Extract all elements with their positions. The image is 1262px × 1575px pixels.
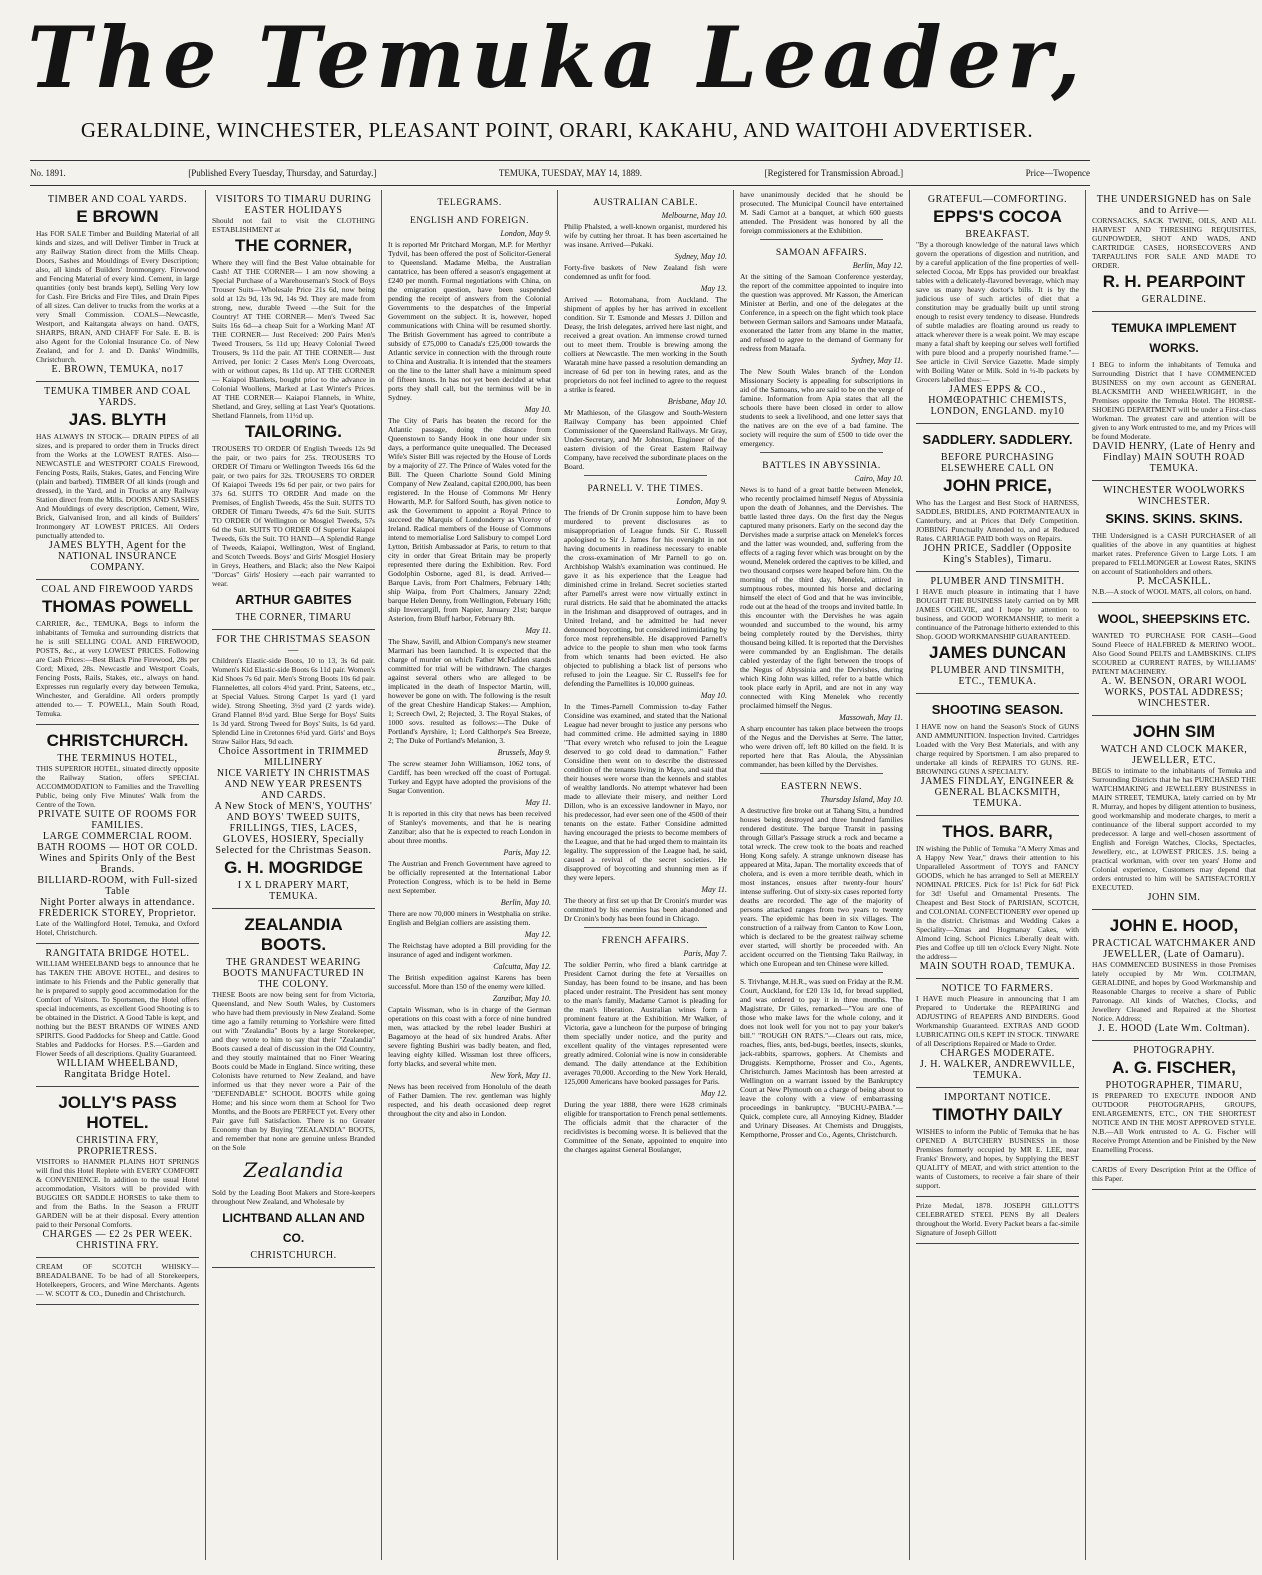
section-divider	[760, 239, 883, 240]
ad-signature-note: I X L DRAPERY MART, TEMUKA.	[237, 880, 350, 902]
news-text: At the sitting of the Samoan Conference yesterday, the report of the committee appointed to inquire into the question was approved. Mr Kasson, the American Minister at Berlin, and one of the delegates at the Conference, in a speech on the fight which took place between German sailors and Samoans under Mataafa, exonerated the latter from any blame in the matter, and refused to agree to the demand of Germany for redress from Mataafa.	[740, 272, 903, 353]
news-dateline: Berlin, May 10.	[500, 898, 551, 907]
news-dateline: May 11.	[701, 885, 727, 894]
news-dateline: Zanzibar, May 10.	[492, 994, 551, 1003]
news-dateline: New York, May 11.	[490, 1071, 551, 1080]
ad-signature-note: Late of the Wallingford Hotel, Temuka, and Oxford Hotel, Christchurch.	[36, 919, 199, 937]
ad-advertiser-name: JOHN PRICE,	[943, 476, 1052, 495]
news-item	[564, 211, 727, 249]
ad-signature: JOHN SIM.	[1147, 892, 1201, 903]
column-4	[558, 190, 734, 1560]
ad-line: Wines and Spirits Only of the Best Brands.	[39, 853, 196, 875]
ad-john-price-saddlery	[916, 424, 1079, 572]
ad-body: HAS COMMENCED BUSINESS in those Premises lately occupied by Mr Wm. COLTMAN, GERALDINE, and hopes by Good Workmanship and Reasonable Charges to receive a share of Public Patronage. All kinds of Watches, Clocks, and Jewellery Cleaned and Repaired at the Shortest Notice. Address;	[1092, 960, 1256, 1023]
ad-advertiser: WOOL, SHEEPSKINS ETC.	[1097, 612, 1250, 626]
column-2	[206, 190, 382, 1560]
ad-body: WILLIAM WHEELBAND begs to announce that he has TAKEN THE ABOVE HOTEL, and desires to intimate to his Friends and the Public generally that he is prepared to supply good accommodation for the Comfort of Visitors. To Sportsmen, the Hotel offers special inducements, as excellent Good Shooting is to be obtained in the District. A Good Table is kept, and nothing but the BEST BRANDS OF WINES AND SPIRITS. Good Paddocks for Sheep and Cattle. Good Stables and Paddocks for Horses. P.S.—Garden and Flower Seeds of all descriptions. Quality Guaranteed.	[36, 959, 199, 1058]
news-dateline: Brussels, May 9.	[497, 748, 551, 757]
news-text: Philip Phalsted, a well-known organist, murdered his wife by cutting her throat. It has been ascertained he was insane. Arrived—Pukaki.	[564, 222, 727, 249]
news-text: During the year 1888, there were 1628 criminals eligible for transportation to French penal settlements. The officials admit that the character of the recidivistes is becoming worse. It is believed that the Committee of the Senate, appointed to enquire into the charges against General Boulanger,	[564, 1100, 727, 1154]
ad-heading: TIMBER AND COAL YARDS.	[47, 194, 188, 205]
news-text: Mr Mathieson, of the Glasgow and South-Western Railway Company has been appointed Chief Commissioner of the Queensland Railways. Mr Gray, Under-Secretary, and Mr Johnston, Engineer of the eastern division of the Great Eastern Railway Company, have received the subordinate places on the Board.	[564, 408, 727, 471]
ad-signature-note: GERALDINE.	[1141, 294, 1207, 305]
ad-shooting-season	[916, 694, 1079, 816]
ad-line: Choice Assortment in TRIMMED MILLINERY	[218, 746, 369, 768]
news-dateline: Massowah, May 11.	[839, 713, 903, 722]
news-item	[564, 949, 727, 1086]
news-text: The New South Wales branch of the London Missionary Society is appealing for subscriptions in aid of the Samoans, who are said to be on the verge of famine. Information from Apia states that all the schools there have been closed in order to allow students to seek a livelihood, and one letter says that the natives are on the eve of a bad famine. The society will require the sum of £500 to tide over the emergency.	[740, 367, 903, 448]
ad-body: Who has the Largest and Best Stock of HARNESS, SADDLES, BRIDLES, AND PORTMANTEAUX in Canterbury, and at Prices that Defy Competition. JOBBING Punctually Attended to, and at Reduced Rates. CARRIAGE PAID both ways on Repairs.	[916, 498, 1079, 543]
news-item	[740, 795, 903, 968]
news-text: News has been received from Honolulu of the death of Father Damien. The rev. gentleman was highly respected, and his death occasioned deep regret throughout the city and also in London.	[388, 1082, 551, 1118]
ad-heading: GRATEFUL—COMFORTING.	[927, 194, 1068, 205]
ad-body: "By a thorough knowledge of the natural laws which govern the operations of digestion and nutrition, and by a careful application of the fine properties of well-selected Cocoa, Mr Epps has provided our breakfast tables with a delicately-flavored beverage, which may save us many heavy doctor's bills. It is by the judicious use of such articles of diet that a constitution may be gradually built up until strong enough to resist every tendency to disease. Hundreds of subtle maladies are floating around us ready to attack wherever there is a weak point. We may escape many a fatal shaft by keeping our selves well fortified with pure blood and a properly nourished frame."—See article in Civil Service Gazette. Made simply with Boiling Water or Milk. Sold in ½-lb packets by Grocers labelled thus:—	[916, 240, 1079, 384]
ad-advertiser: SKINS. SKINS. SKINS.	[1105, 511, 1243, 526]
ad-advertiser: SHOOTING SEASON.	[931, 702, 1064, 717]
ad-e-brown	[36, 190, 199, 382]
ad-signature: FREDERICK STOREY, Proprietor.	[38, 908, 197, 919]
section-divider	[760, 452, 883, 453]
ad-advertiser: JAS. BLYTH	[68, 410, 167, 429]
ad-heading: RANGITATA BRIDGE HOTEL.	[45, 948, 190, 959]
news-item	[740, 261, 903, 353]
issue-info-bar	[30, 160, 1090, 186]
news-text: Forty-five baskets of New Zealand fish were condemned as unfit for food.	[564, 263, 727, 281]
news-text: The screw steamer John Williamson, 1062 tons, of Cardiff, has been wrecked off the coast of Portugal. Turkey and Egypt have adopted the provisions of the Sugar Convention.	[388, 759, 551, 795]
news-item	[740, 474, 903, 710]
news-item	[388, 994, 551, 1068]
section-divider	[760, 972, 883, 973]
section-heading-australian-cable: AUSTRALIAN CABLE.	[592, 198, 699, 208]
ad-signature-note: PLUMBER AND TINSMITH, ETC., TEMUKA.	[930, 665, 1065, 687]
ad-body: CARRIER, &c., TEMUKA, Begs to inform the inhabitants of Temuka and surrounding districts that he is still SELLING COAL AND FIREWOOD, POSTS, &c., at very LOWEST PRICES. Following are Cash Prices:—Best Black Pine Firewood, 28s per Cord; Mixed, 28s. Newcastle and Westport Coals, Fencing Posts, Rails, Stakes, etc., always on hand. Expresses run regularly every day between Temuka, Winchester, and Geraldine. All orders promptly attended to.— T. POWELL, Main South Road, Temuka.	[36, 619, 199, 718]
ad-james-duncan	[916, 572, 1079, 694]
news-item	[388, 748, 551, 795]
ad-advertiser: THOS. BARR,	[942, 822, 1053, 841]
news-text: The City of Paris has beaten the record for the Atlantic passage, doing the distance from Queenstown to Sandy Hook in one hour under six days, a performance quite unequalled. The Deceased Wife's Sister Bill was rejected by the House of Lords by a majority of 27. The Prince of Wales voted for the Bill. The Queen Charlotte Sound Gold Mining Company of New Zealand, capital £200,000, has been registered. In the House of Commons Mr Henry Howarth, M.P. for Salford South, has given notice to ask the Government to appoint a Royal Prince to succeed the Marquis of Londonderry as Viceroy of Ireland. Radical members of the House of Commons intend to memorialise Lord Salisbury to compel Lord Lytton, British Ambassador at Paris, to return to that city in order that Great Britain may be properly represented there during the Exhibition. Rev. Ford Godolphin Osborne, aged 81, is dead. Arrived—Barque Lavis, from Port Chalmers, February 14th; ship Waipa, from Port Chalmers, January 22nd; barque Helen Denny, from Wellington, February 16th; ship Invercargill, from Napier, January 21st; barque Asterion, from Bluff harbor, February 8th.	[388, 416, 551, 623]
news-item	[388, 930, 551, 959]
ad-heading: THE UNDERSIGNED has on Sale and to Arrive—	[1096, 194, 1252, 216]
ad-a-g-fischer	[1092, 1041, 1256, 1161]
newspaper-subtitle: GERALDINE, WINCHESTER, PLEASANT POINT, ORARI, KAKAHU, AND WAITOHI ADVERTISER.	[80, 118, 1034, 142]
news-text: It is reported Mr Pritchard Morgan, M.P. for Merthyr Tydvil, has been offered the post of Solicitor-General to Queensland. Madame Melba, the Australian cantatrice, has been offered a season's engagement at £240 per month. Formal negotiations with China, on the emigration question, have been suspended pending the receipt of answers from the Colonial Governments to the despatches of the Imperial Government on the subject. It is, however, hoped communications with China will be resumed shortly. The British Government has agreed to contribute a subsidy of £75,000 to Canada's £25,000 towards the Atlantic service in connection with the through route to China and Australia. It is intended that the steamers on the line to the latter shall have a minimum speed of fifteen knots. In has not yet been decided at what ports they shall call, but the terminus will be in Sydney.	[388, 240, 551, 402]
ad-pearpoint	[1092, 190, 1256, 312]
news-text: There are now 70,000 miners in Westphalia on strike. English and Belgian colliers are assisting them.	[388, 909, 551, 927]
ad-heading: COAL AND FIREWOOD YARDS	[41, 584, 194, 595]
ad-heading: WATCH AND CLOCK MAKER, JEWELLER, ETC.	[1100, 744, 1248, 766]
column-1	[30, 190, 206, 1560]
ad-advertiser: EPPS'S COCOA	[933, 207, 1062, 226]
ad-section-title: TAILORING.	[245, 422, 342, 441]
news-dateline: Brisbane, May 10.	[667, 397, 727, 406]
ad-john-e-hood	[1092, 910, 1256, 1041]
issue-dateline: TEMUKA, TUESDAY, MAY 14, 1889.	[498, 168, 643, 178]
ad-body: I HAVE now on hand the Season's Stock of GUNS AND AMMUNITION. Inspection Invited. Cartridges Loaded with the Very Best Materials, and with any charge required by Sportsmen. I am also prepared to undertake all kinds of REPAIRS TO GUNS. RE-BROWNING GUNS A SPECIALTY.	[916, 722, 1079, 776]
ad-body: WANTED TO PURCHASE FOR CASH—Good Sound Fleece of HALFBRED & MERINO WOOL. Also Good Sound PELTS and LAMBSKINS. CLIPS SCOURED at CURRENT RATES, by WILLIAMS' PATENT MACHINERY.	[1092, 631, 1256, 676]
section-heading-french-affairs: FRENCH AFFAIRS.	[601, 936, 690, 946]
ad-advertiser: SADDLERY. SADDLERY.	[922, 432, 1073, 447]
ad-signature: G. H. MOGRIDGE	[224, 858, 363, 877]
news-dateline: Cairo, May 10.	[854, 474, 903, 483]
ad-body: VISITORS to HANMER PLAINS HOT SPRINGS will find this Hotel Replete with EVERY COMFORT & CONVENIENCE. In addition to the usual Hotel accommodation, Visitors will be provided with BUGGIES OR SADDLE HORSES to take them to and from the Baths. In the Season a FRUIT GARDEN will be at their disposal. Every attention paid to their Personal Comforts.	[36, 1157, 199, 1229]
ad-signature: WILLIAM WHEELBAND, Rangitata Bridge Hotel.	[56, 1058, 179, 1080]
ad-rangitata-bridge-hotel	[36, 944, 199, 1087]
news-text-continued: have unanimously decided that he should be prosecuted. The Municipal Council have entertained M. Sadi Carnot at a banquet, at which 600 guests attended. The President was honored by all the foreign commissioners at the Exhibition.	[740, 190, 903, 235]
news-item	[388, 798, 551, 845]
column-5	[734, 190, 910, 1560]
issue-number: No. 1891.	[30, 168, 66, 178]
registration-note: [Registered for Transmission Abroad.]	[764, 168, 904, 178]
news-dateline: Paris, May 12.	[503, 848, 551, 857]
ad-body: CARDS of Every Description Print at the Office of this Paper.	[1092, 1165, 1256, 1183]
ad-wool-sheepskins	[1092, 603, 1256, 716]
column-7	[1086, 190, 1262, 1560]
section-heading-parnell: PARNELL V. THE TIMES.	[587, 484, 704, 494]
ad-body: Children's Elastic-side Boots, 10 to 13, 3s 6d pair. Women's Kid Elastic-side Boots 6s 11d pair. Women's Kid Shoes 7s 6d pair. Men's Strong Boots 10s 6d pair. Flannelettes, all colors 4½d yard. Print, Sateens, etc., at Special Values. Strong Carpet 1s yard (1 yard wide). Strong Sheeting, 3½d yard (2 yards wide). Grand Flannel 8½d yard. Blue Serge for Boys' Suits 1s 3d yard. Strong Tweed for Boys' Suits, 1s 6d yard. Splendid Line in Cretonnes 6½d yard. Girls' and Boys Straw Sailor Hats, 9d each.	[212, 656, 375, 746]
ad-line: BILLIARD-ROOM, with Full-sized Table	[37, 875, 198, 897]
section-divider	[584, 927, 707, 928]
ad-heading: PRACTICAL WATCHMAKER AND JEWELLER, (Late of Oamaru).	[1092, 938, 1256, 960]
ad-thos-barr	[916, 816, 1079, 979]
ad-signature: CHRISTINA FRY.	[76, 1240, 159, 1251]
ad-signature-note: THE CORNER, TIMARU	[235, 612, 352, 623]
news-dateline: May 12.	[524, 930, 551, 939]
ad-christmas-season	[212, 630, 375, 909]
news-dateline: May 11.	[525, 626, 551, 635]
news-item	[564, 497, 727, 688]
ad-signature: J. E. HOOD (Late Wm. Coltman).	[1097, 1023, 1251, 1034]
ad-signature: E. BROWN, TEMUKA, no17	[51, 364, 184, 375]
ad-body: I BEG to inform the inhabitants of Temuka and Surrounding District that I have COMMENCED BUSINESS on my own account as GENERAL BLACKSMITH AND WHEELWRIGHT, in the Premises opposite the Temuka Hotel. The HORSE-SHOEING DEPARTMENT will be under a First-class Workman. The greatest care and attention will be given to any Work entrusted to me, and my Prices will be found Moderate.	[1092, 360, 1256, 441]
news-item	[564, 1089, 727, 1154]
news-dateline: Paris, May 7.	[683, 949, 727, 958]
news-dateline: London, May 9.	[676, 497, 727, 506]
news-item	[388, 848, 551, 895]
ad-body: I HAVE much Pleasure in announcing that I am Prepared to Undertake the REPAIRING and ADJUSTING of REAPERS AND BINDERS. Good Workmanship Guaranteed. EXTRAS AND GOOD LUBRICATING OILS KEPT IN STOCK. TINWARE of all Descriptions Repaired or Made to Order.	[916, 994, 1079, 1048]
news-item	[388, 962, 551, 991]
news-dateline: May 12.	[700, 1089, 727, 1098]
section-heading-abyssinia: BATTLES IN ABYSSINIA.	[762, 461, 881, 471]
news-text: Arrived — Rotomahana, from Auckland. The shipment of apples by her has arrived in excellent condition. Sir T. Esmonde and Messrs J. Dillon and Deasy, the Irish delegates, arrived here last night, and received a great ovation. An immense crowd turned out to meet them. Trouble is brewing among the colliers at Newcastle. The men working in the South Waratah mine have passed a resolution demanding an increase of 6d per ton in hewing rates, and as the proprietors do not feel inclined to agree to the request a strike is feared.	[564, 295, 727, 394]
ad-winchester-woolworks	[1092, 481, 1256, 603]
ad-signature: A. W. BENSON, ORARI WOOL WORKS, POSTAL ADDRESS; WINCHESTER.	[1101, 676, 1247, 709]
ad-notice-to-farmers	[916, 979, 1079, 1088]
ad-body: BEGS to intimate to the inhabitants of Temuka and Surrounding Districts that he has PURCHASED THE WATCHMAKING and JEWELLERY BUSINESS in MAIN STREET, TEMUKA, lately carried on by Mr R. Murray, and hopes by diligent attention to business, good workmanship and moderate charges, to merit a continuance of the liberal support accorded to my predecessor. A large and well-chosen assortment of English and Foreign Watches, Clocks, Spectacles, Jewellery, etc., at LOWEST PRICES. J.S. being a practical workman, with over ten years' Home and Colonial experience, Customers may depend that orders entrusted to him will be SATISFACTORILY EXECUTED.	[1092, 766, 1256, 892]
news-dateline: May 11.	[525, 798, 551, 807]
ad-gillott-pens	[916, 1197, 1079, 1244]
news-item	[740, 356, 903, 448]
ad-timothy-daily	[916, 1088, 1079, 1197]
section-divider	[760, 773, 883, 774]
ad-signature: JOHN PRICE, Saddler (Opposite King's Stables), Timaru.	[923, 543, 1072, 565]
publication-schedule: [Published Every Tuesday, Thursday, and Saturday.]	[188, 168, 377, 178]
ad-advertiser: E BROWN	[76, 207, 159, 226]
ad-signature: LICHTBAND ALLAN AND CO.	[222, 1211, 365, 1245]
section-heading-samoan-affairs: SAMOAN AFFAIRS.	[775, 248, 868, 258]
ad-heading: PLUMBER AND TINSMITH.	[930, 576, 1065, 587]
news-item	[740, 713, 903, 769]
news-text: News is to hand of a great battle between Menelek, who recently proclaimed himself Negus of Abyssinia upon the death of Johannes, and the Dervishes. The battle lasted three days. On the first day the Negus captured many prisoners. Early on the second day the Dervishes made a surprise attack on Menelek's forces and the latter was wounded, and, suffering from the effects of a raging fever which was brought on by the wound, Menelek ordered the captives to be killed, and two thousand corpses were heaped before him. On the morning of the third day, Menelek, attired in sumptuous robes, mounted his horse and declaring himself the elect of God and that he was invincible, rode out at the head of the troops and invited battle. In this encounter with the Dervishes he was again wounded and succumbed to the wound, his army being completely routed by the Dervishes, thirty thousand being killed. It is reported that the Dervishes were commanded by an Englishman. The details cabled yesterday of the fight between the troops of the Negus of Abyssinia and the Dervishes, during which King John was killed, refer to a battle which took place early in April, and are not in any way connected with King Menelek who recently proclaimed himself the Negus.	[740, 485, 903, 710]
news-text: The Reichstag have adopted a Bill providing for the insurance of aged and indigent workmen.	[388, 941, 551, 959]
news-item	[564, 397, 727, 471]
ad-body: IS PREPARED TO EXECUTE INDOOR AND OUTDOOR PHOTOGRAPHS, GROUPS, ENLARGEMENTS, ETC., ON THE SHORTEST NOTICE AND IN THE MOST APPROVED STYLE. N.B.—All Work entrusted to A. G. Fischer will Receive Prompt Attention and be Finished by the New Enamelling Process.	[1092, 1091, 1256, 1154]
news-text: The Austrian and French Government have agreed to be officially represented at the International Labor Protection Congress, which is to be held in Berne next September.	[388, 859, 551, 895]
ad-heading: CHRISTINA FRY, PROPRIETRESS.	[76, 1135, 159, 1157]
news-text: The friends of Dr Cronin suppose him to have been murdered to prevent disclosures as to misappropriation of League funds. Sir C. Russell apologised to Sir J. James for his oversight in not having documents in readiness necessary to enable the cross-examination of Mr Parnell to go on. Archbishop Walsh's examination was continued. He gave it as his experience that the League had diminished crime in Ireland. Secret societies started after Parnell's arrest were now virtually extinct in rural districts. He said that he abominated the attacks in the Irishman and disapproved of outrages, and in United Ireland, and he admitted he had never denounced boycotting, but considered intimidating by force most reprehensible. He disapproved Parnell's advice to the people to shun men who took farms from which tenants had been evicted. He also objected to publishing a black list of persons who refused to join the League. Sir C. Russell's fee for defending the Parnellites is 10,000 guineas.	[564, 508, 727, 688]
news-item	[564, 691, 727, 882]
news-item	[564, 284, 727, 394]
ad-body: WISHES to inform the Public of Temuka that he has OPENED A BUTCHERY BUSINESS in those Premises formerly occupied by MR E. LEE, near Franks' Brewery, and hopes, by Supplying the BEST QUALITY of MEAT, and with strict attention to the wants of Customers, to receive a fair share of their support.	[916, 1127, 1079, 1190]
ad-heading: BEFORE PURCHASING ELSEWHERE CALL ON	[940, 452, 1055, 474]
ad-body: THESE Boots are now being sent for from Victoria, Queensland, and New South Wales, by Customers who have had them previously in New Zealand. Some time ago a family returning to Yorkshire were fitted out with "Zealandia" Boots by a large Storekeeper, and they wrote to him to say that their "Zealandia" Boots caused a deal of discussion in the Old Country, and they stoutly maintained that no Finer Wearing Boots could be Made in England. Since writing, these Colonists have returned to New Zealand, and have informed us that they never wore a Pair of the "DEFENDABLE" SCHOOL BOOTS while going Home; and his since worn them at School for Two Months, and the Boots are PERFECT yet. Every other Pair gave full Satisfaction. There is no Greater Economy than by Buying "ZEALANDIA" BOOTS, and remember that none are genuine unless Branded on the Sole	[212, 990, 375, 1152]
ad-body: CORNSACKS, SACK TWINE, OILS, AND ALL HARVEST AND THRESHING REQUISITES, GUNPOWDER, SHOT AND WADS, AND CARTRIDGE CASES, HORSECOVERS AND TARPAULINS FOR SALE AND MADE TO ORDER.	[1092, 216, 1256, 270]
columns	[30, 190, 1256, 1560]
ad-zealandia-boots	[212, 909, 375, 1268]
ad-charges: CHARGES — £2 2s PER WEEK.	[42, 1229, 193, 1240]
ad-advertiser: JOHN E. HOOD,	[1109, 916, 1239, 935]
ad-jollys-pass-hotel	[36, 1087, 199, 1258]
ad-signature: JAMES DUNCAN	[929, 643, 1066, 662]
section-heading-eastern-news: EASTERN NEWS.	[781, 782, 862, 792]
news-item	[388, 898, 551, 927]
ad-heading: PHOTOGRAPHY.	[1133, 1045, 1215, 1056]
ad-the-corner	[212, 190, 375, 630]
ad-printing-cards	[1092, 1161, 1256, 1190]
section-divider	[584, 475, 707, 476]
ad-temuka-implement-works	[1092, 312, 1256, 481]
ad-advertiser: TEMUKA IMPLEMENT WORKS.	[1111, 321, 1237, 355]
ad-signature: J. H. WALKER, ANDREWVILLE, TEMUKA.	[919, 1059, 1076, 1081]
news-dateline: Thursday Island, May 10.	[820, 795, 903, 804]
ad-line: Night Porter always in attendance.	[39, 897, 195, 908]
ad-body: I HAVE much pleasure in intimating that I have BOUGHT THE BUSINESS lately carried on by MR JAMES OGILVIE, and I hope by attention to business, and GOOD WORKMANSHIP, to merit a continuance of the Patronage hitherto extended to this Shop. GOOD WORKMANSHIP GUARANTEED.	[916, 587, 1079, 641]
ad-jas-blyth	[36, 382, 199, 580]
news-text: S. Trivhange, M.H.R., was sued on Friday at the R.M. Court, Auckland, for £20 13s 1d, for bread supplied, and was ordered to pay it in three months. The Magistrate, Dr Giles, remarked—"You are one of those who make laws for the whole colony, and it does not look well for you not to pay your baker's bill." "ROUGH ON RATS."—Clears out rats, mice, roaches, flies, ants, bed-bugs, beetles, insects, skunks, jack-rabbits, sparrows, gophers. At Chemists and Druggists. Kempthorne, Prosser and Co., Agents, Christchurch. James Macintosh has been arrested at Wellington on a warrant issued by the Bankruptcy Court at New Plymouth on a charge of being about to leave the colony with a view of embarrassing proceedings in bankruptcy. "BUCHU-PAIBA."—Quick, complete cure, all Annoying Kidney, Bladder and Urinary Diseases. At Chemists and Druggists, Kempthorne, Prosser and Co., Agents, Christchurch.	[740, 977, 903, 1139]
issue-price: Price—Twopence	[1025, 168, 1090, 178]
ad-advertiser: ZEALANDIA BOOTS.	[244, 915, 343, 954]
ad-body: Has FOR SALE Timber and Building Material of all kinds and sizes, and will Deliver Timber in Truck at any Railway Station direct from the Mills Cheap. Doors, Sashes and Mouldings of Every Description; also, all kinds of Builders' Ironmongery. Firewood and Fencing Material of every kind. Cement, in large quantities (only best brands kept), Selling Very low for Cash. Fire Bricks and Fire Tiles, and Drain Pipes of all sizes. Can deliver to trucks from the works at a very Small Commission. COALS—Newcastle, Westport, and Kaitangata always on hand. OATS, SHARPS, BRAN, AND CHAFF For Sale. E. B. is also Agent for the Colonial Insurance Co. of New Zealand, and for J. and D. Danks' Windmills, Christchurch.	[36, 229, 199, 364]
news-text: The Shaw, Savill, and Albion Company's new steamer Marmari has been launched. It is expected that the charge of murder on which Father McFadden stands committed for trial will be withdrawn. The charges against several others who are alleged to be implicated in the death of Inspector Martin, will, however be gone on with. The following is the result of the great Cheshire Handicap Stakes:— Amphion, 1; Screech Owl, 2; Rejected, 3. The Royal Stakes, of 1000 sovs. resulted as follows:—The Duke of Portland's Ayrshire, 1; Lord Calthorpe's Sea Breeze, 2; The Duke of Portland's Melanion, 3.	[388, 637, 551, 745]
ad-advertiser: CHRISTCHURCH.	[46, 731, 189, 750]
ad-note: N.B.—A stock of WOOL MATS, all colors, on hand.	[1092, 587, 1252, 596]
ad-signature: ARTHUR GABITES	[235, 592, 352, 607]
news-text: The theory at first set up that Dr Cronin's murder was committed by his enemies has been abandoned and Dr Cronin's body has been found in Chicago.	[564, 896, 727, 923]
news-item	[388, 405, 551, 623]
section-heading-telegrams: TELEGRAMS.	[437, 198, 502, 208]
ad-heading: VISITORS TO TIMARU DURING EASTER HOLIDAYS	[215, 194, 372, 216]
newspaper-title: The Temuka Leader,	[27, 8, 1087, 107]
ad-body: THE Undersigned is a CASH PURCHASER of all qualities of the above in any quantities at highest market rates. Preference Given to Large Lots. I am prepared to FELLMONGER at Lowest Rates, SKINS on account of Stationholders and others.	[1092, 531, 1256, 576]
ad-terminus-hotel	[36, 725, 199, 944]
news-text: A sharp encounter has taken place between the troops of the Negus and the Dervishes at Serre. The latter, who were driven off, left 80 killed on the field. It is reported here that Ras Aloula, the Abyssinian commander, has been killed by the Dervishes.	[740, 724, 903, 769]
ad-body: TROUSERS TO ORDER Of English Tweeds 12s 9d the pair, or two pairs for 25s. TROUSERS TO ORDER Of Timaru or Wellington Tweeds 16s 6d the pair, or two pairs for 32s. TROUSERS TO ORDER Of Kaiapoi Tweeds 19s 6d per pair, or two pairs for 37s 6d. SUITS TO ORDER And made on the Premises, of English Tweeds, 45s the Suit. SUITS TO ORDER Of Timaru Tweeds, 47s 6d the Suit. SUITS TO ORDER Of Wellington or Mosgiel Tweeds, 57s 6d the Suit. SUITS TO ORDER Of Superior Kaiapoi Tweeds, 63s the Suit. TO HAND—A Splendid Range of Tweeds, Kaiapoi, Wellington, West of England, and Scotch Tweeds. Boys' and Girls' Mosgiel Hosiery in Greys, Heathers, and Black; also the New Kaipoi "Dorcas" Girls' Hosiery —each pair warranted to wear.	[212, 444, 375, 588]
ad-signature-note: CHRISTCHURCH.	[250, 1250, 337, 1261]
news-dateline: London, May 9.	[500, 229, 551, 238]
ad-signature: DAVID HENRY, (Late of Henry and Findlay) MAIN SOUTH ROAD TEMUKA.	[1092, 441, 1256, 474]
ad-advertiser: JOLLY'S PASS HOTEL.	[58, 1093, 177, 1132]
news-dateline: Berlin, May 12.	[852, 261, 903, 270]
ad-body: THIS SUPERIOR HOTEL, situated directly opposite the Railway Station, offers SPECIAL ACCOMMODATION to Families and the Travelling Public, being only Five Minutes' Walk from the Centre of the Town.	[36, 764, 199, 809]
ad-line: BATH ROOMS — HOT OR COLD.	[37, 842, 198, 853]
news-text: Captain Wissman, who is in charge of the German operations on this coast with a force of nine hundred men, was attacked by the rebel leader Bushiri at Bagamoyo at the head of six hundred Arabs. After severe fighting Bushiri was badly beaten, and fled, leaving eighty killed. Wissman lost three officers, forty blacks, and several white men.	[388, 1005, 551, 1068]
ad-john-sim	[1092, 716, 1256, 910]
ad-thomas-powell	[36, 580, 199, 725]
masthead	[0, 0, 1114, 170]
ad-line: NICE VARIETY IN CHRISTMAS AND NEW YEAR PRESENTS AND CARDS.	[216, 768, 371, 801]
ad-heading: NOTICE TO FARMERS.	[941, 983, 1054, 994]
news-dateline: Sydney, May 11.	[851, 356, 903, 365]
news-text: The British expedition against Karens has been successful. More than 150 of the enemy were killed.	[388, 973, 551, 991]
ad-heading: FOR THE CHRISTMAS SEASON—	[216, 634, 371, 656]
news-dateline: Melbourne, May 10.	[661, 211, 727, 220]
ad-advertiser: THOMAS POWELL	[41, 597, 194, 616]
ad-charges: CHARGES MODERATE.	[940, 1048, 1055, 1059]
ad-body: IN wishing the Public of Temuka "A Merry Xmas and A Happy New Year," draws their attention to his Unparalleled Assortment of TOYS and FANCY GOODS, which he has arranged to Sell at MERELY NOMINAL PRICES. Pick for 1s! Pick for 6d! Pick for 3d! Useful and Ornamental Presents. The Cheapest and Best Stock of PARISIAN, SCOTCH, and COLONIAL CONFECTIONERY ever opened up in the district. Christmas and Wedding Cakes a Speciality—Xmas and Hogmanay Cakes, with Almond Icing. School Picnics Liberally dealt with. Pies and Coffee up till ten o'clock Every Night. Note the address—	[916, 844, 1079, 961]
news-item	[388, 626, 551, 745]
ad-body: Where they will find the Best Value obtainable for Cash! AT THE CORNER— I am now showing a Special Purchase of a Warehouseman's Stock of Boys Trouser Suits—Wholesale Price 21s 6d, now being sold at 12s 9d, 13s 9d, 14s 9d. They are made from strong, new, durable Tweed —the Suit for the Country! AT THE CORNER— Men's Tweed Sac Suits 16s 6d—a cheap Suit for a Working Man! AT THE CORNER— Just Received: 200 Pairs Men's Tweed Trousers, 5s 11d up; Heavy Colonial Tweed Trousers, 9s 11d the pair. AT THE CORNER— Just Arrived, per Ionic: 2 Cases Men's Long Overcoats, with or without capes, 8s 11d up. AT THE CORNER— Kaiapoi Blankets, bought prior to the advance in Colonial Woollens, Marked at Last Winter's Prices. AT THE CORNER— Kaiapoi Flannels, in White, Shetland, and Grey, selling at Last Year's Quotations. Shetland Flannels, from 11½d up.	[212, 258, 375, 420]
news-dateline: Calcutta, May 12.	[493, 962, 551, 971]
news-dateline: May 13.	[700, 284, 727, 293]
news-dateline: May 10.	[524, 405, 551, 414]
column-3	[382, 190, 558, 1560]
ad-signature: MAIN SOUTH ROAD, TEMUKA.	[919, 961, 1076, 972]
news-item	[388, 229, 551, 402]
news-text: The soldier Perrin, who fired a blank cartridge at President Carnot during the fete at Versailles on Sunday, has been found to be insane, and has been placed under restraint. The President has sent money to the man's family, Madame Carnot is pleading for the man's liberation. Australian wines form a prominent feature at the Exhibition. Mr Walker, of Victoria, gave a luncheon for the purpose of bringing them specially under notice, and the purity and excellent quality of the vintages represented were greatly admired. Colonial wine is now in considerable demand. The daily attendance at the Exhibition averages 70,000. According to the New York Herald, 125,000 Americans have booked passages for Paris.	[564, 960, 727, 1086]
ad-advertiser: TIMOTHY DAILY	[932, 1105, 1063, 1124]
ad-heading: WINCHESTER WOOLWORKS WINCHESTER.	[1102, 485, 1246, 507]
ad-signature: R. H. PEARPOINT	[1102, 272, 1246, 291]
ad-body: HAS ALWAYS IN STOCK— DRAIN PIPES of all sizes, and is prepared to order them in Trucks direct from the Works at the LOWEST RATES. Also— NEWCASTLE and WESTPORT COALS Firewood, Fencing Posts, Rails, Stakes, Gates, and Fencing Wire (plain and barbed). TIMBER Of all kinds (rough and dressed), in the Yard, and in Trucks at any Railway Station direct from the Mills. DOORS AND SASHES And Mouldings of every description, Cement, Wire, Brick, Galvanised Iron, and all kinds of Builders' Ironmongery AT LOWEST PRICES. All Orders punctually attended to.	[36, 432, 199, 540]
ad-signature: JAMES FINDLAY, ENGINEER & GENERAL BLACKSMITH, TEMUKA.	[920, 776, 1075, 809]
news-text: It is reported in this city that news has been received of Stanley's movements, and that he is nearing Zanzibar; also that he is expected to reach London in about three months.	[388, 809, 551, 845]
ad-line: PRIVATE SUITE OF ROOMS FOR FAMILIES.	[38, 809, 197, 831]
ad-signature: JAMES EPPS & CO., HOMŒOPATHIC CHEMISTS, LONDON, ENGLAND. my10	[928, 384, 1067, 417]
ad-subheading: BREAKFAST.	[965, 229, 1030, 240]
news-text: A destructive fire broke out at Tahang Situ, a hundred houses being destroyed and three hundred families rendered destitute. The barque Transit in passing through Gillar's Passage struck a rock and became a total wreck. The crew took to the boats and reached Hong Kong safely. A strange unknown disease has appeared at Mita, Japan. The mortality exceeds that of cholera, and is even a more terrible death, which in most instances, ensues after twenty-four hours' intense suffering. Out of sixty-six cases reported forty deaths are recorded. The age of the majority of persons attacked ranges from two years to twenty years. The epidemic has been in six villages. The construction of a railway from Canton to Kow Loon, which is declared to be the greatest railway scheme ever started, will shortly be proceeded with. An accident occurred on the Tientsing Taku Railway, in which one European and ten Chinese were killed.	[740, 806, 903, 968]
news-item	[388, 1071, 551, 1118]
ad-line: A New Stock of MEN'S, YOUTHS' AND BOYS' TWEED SUITS, FRILLINGS, TIES, LACES, GLOVES, HOSIERY, Specially Selected for the Christmas Season.	[214, 801, 373, 856]
ad-line: LARGE COMMERCIAL ROOM.	[42, 831, 193, 842]
ad-subheading: Should not fail to visit the CLOTHING ESTABLISHMENT at	[212, 216, 375, 234]
zealandia-logo: Zealandia	[243, 1158, 344, 1182]
ad-body: Sold by the Leading Boot Makers and Store-keepers throughout New Zealand, and Wholesale by	[212, 1188, 375, 1206]
ad-heading: THE GRANDEST WEARING BOOTS MANUFACTURED IN THE COLONY.	[222, 957, 365, 990]
ad-signature: P. McCASKILL.	[1136, 576, 1211, 587]
ad-heading: TEMUKA TIMBER AND COAL YARDS.	[44, 386, 191, 408]
news-item	[564, 252, 727, 281]
ad-body: Prize Medal, 1878. JOSEPH GILLOTT'S CELEBRATED STEEL PENS By all Dealers throughout the World. Every Packet bears a fac-simile Signature of Joseph Gillott	[916, 1201, 1079, 1237]
ad-advertiser: THE CORNER,	[234, 236, 353, 255]
section-subheading: ENGLISH AND FOREIGN.	[410, 216, 529, 226]
column-6	[910, 190, 1086, 1560]
ad-advertiser: JOHN SIM	[1132, 722, 1216, 741]
ad-subheading: PHOTOGRAPHER, TIMARU,	[1105, 1080, 1243, 1091]
news-dateline: Sydney, May 10.	[674, 252, 727, 261]
ad-heading: IMPORTANT NOTICE.	[944, 1092, 1051, 1103]
ad-heading: THE TERMINUS HOTEL,	[57, 753, 178, 764]
ad-scotch-whisky	[36, 1258, 199, 1305]
ad-signature: JAMES BLYTH, Agent for the NATIONAL INSURANCE COMPANY.	[48, 540, 187, 573]
news-item	[564, 885, 727, 923]
ad-epps-cocoa	[916, 190, 1079, 424]
news-dateline: May 10.	[700, 691, 727, 700]
news-text: In the Times-Parnell Commission to-day Father Considine was examined, and stated that the National League had never brought to justice any persons who had committed crime. He admitted saying in 1880 "That every wretch who refused to join the League deserved to go cold dead to damnation." Father Considine then went on to describe the distressed condition of the tenants living in Mayo, and said that their houses were worse than the kennels and stables of wealthy landlords. No attempt whatever had been made to alleviate their misery, and neither Lord Dillon, who is an excessive landowner in Mayo, nor his predecessor, had ever seen one of the 4500 of their tenants on the estate. Father Considine admitted having encouraged the priests to become members of the League, and that he had urged them to maintain its legality. The suppression of the League had, he said, caused a revival of the secret societies. He disapproved of boycotting and shunning men as if they were lepers.	[564, 702, 727, 882]
ad-body: CREAM OF SCOTCH WHISKY— BREADALBANE. To be had of all Storekeepers, Hotelkeepers, Grocers, and Wine Merchants. Agents— W. SCOTT & CO., Dunedin and Christchurch.	[36, 1262, 199, 1298]
ad-advertiser: A. G. FISCHER,	[1112, 1058, 1236, 1077]
